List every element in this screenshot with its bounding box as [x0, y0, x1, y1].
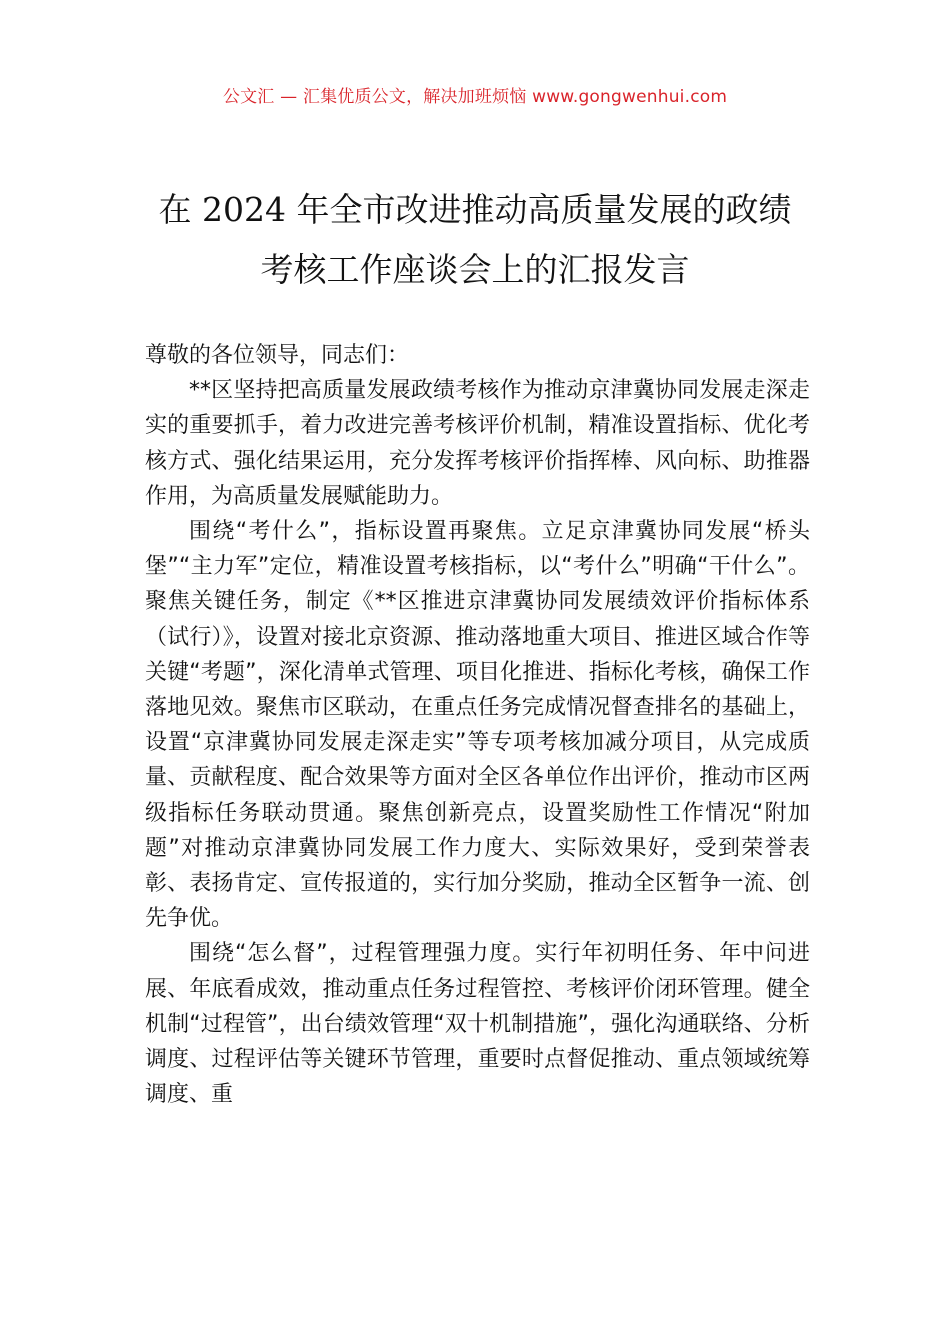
title-line-1: 在 2024 年全市改进推动高质量发展的政绩: [158, 190, 792, 229]
document-body: [145, 338, 810, 1112]
document-title: [120, 180, 830, 300]
paragraph-what-to-assess: 围绕“考什么”，指标设置再聚焦。立足京津冀协同发展“桥头堡”“主力军”定位，精准设置考核指标，以“考什么”明确“干什么”。聚焦关键任务，制定《**区推进京津冀协同发展绩效评价指标体系（试行）》，设置对接北京资源、推动落地重大项目、推进区域合作等关键“考题”，深化清单式管理、项目化推进、指标化考核，确保工作落地见效。聚焦市区联动，在重点任务完成情况督查排名的基础上，设置“京津冀协同发展走深走实”等专项考核加减分项目，从完成质量、贡献程度、配合效果等方面对全区各单位作出评价，推动市区两级指标任务联动贯通。聚焦创新亮点，设置奖励性工作情况“附加题”对推动京津冀协同发展工作力度大、实际效果好，受到荣誉表彰、表扬肯定、宣传报道的，实行加分奖励，推动全区暂争一流、创先争优。: [145, 519, 810, 932]
salutation: 尊敬的各位领导，同志们：: [145, 343, 410, 368]
header-banner: 公文汇 — 汇集优质公文，解决加班烦恼 www.gongwenhui.com: [222, 87, 728, 107]
title-line-2: 考核工作座谈会上的汇报发言: [260, 250, 690, 289]
paragraph-how-to-supervise: 围绕“怎么督”，过程管理强力度。实行年初明任务、年中问进展、年底看成效，推动重点任务过程管控、考核评价闭环管理。健全机制“过程管”，出台绩效管理“双十机制措施”，强化沟通联络、分析调度、过程评估等关键环节管理，重要时点督促推动、重点领域统筹调度、重: [145, 941, 811, 1108]
paragraph-intro: **区坚持把高质量发展政绩考核作为推动京津冀协同发展走深走实的重要抓手，着力改进完善考核评价机制，精准设置指标、优化考核方式、强化结果运用，充分发挥考核评价指挥棒、风向标、助推器作用，为高质量发展赋能助力。: [145, 378, 810, 509]
